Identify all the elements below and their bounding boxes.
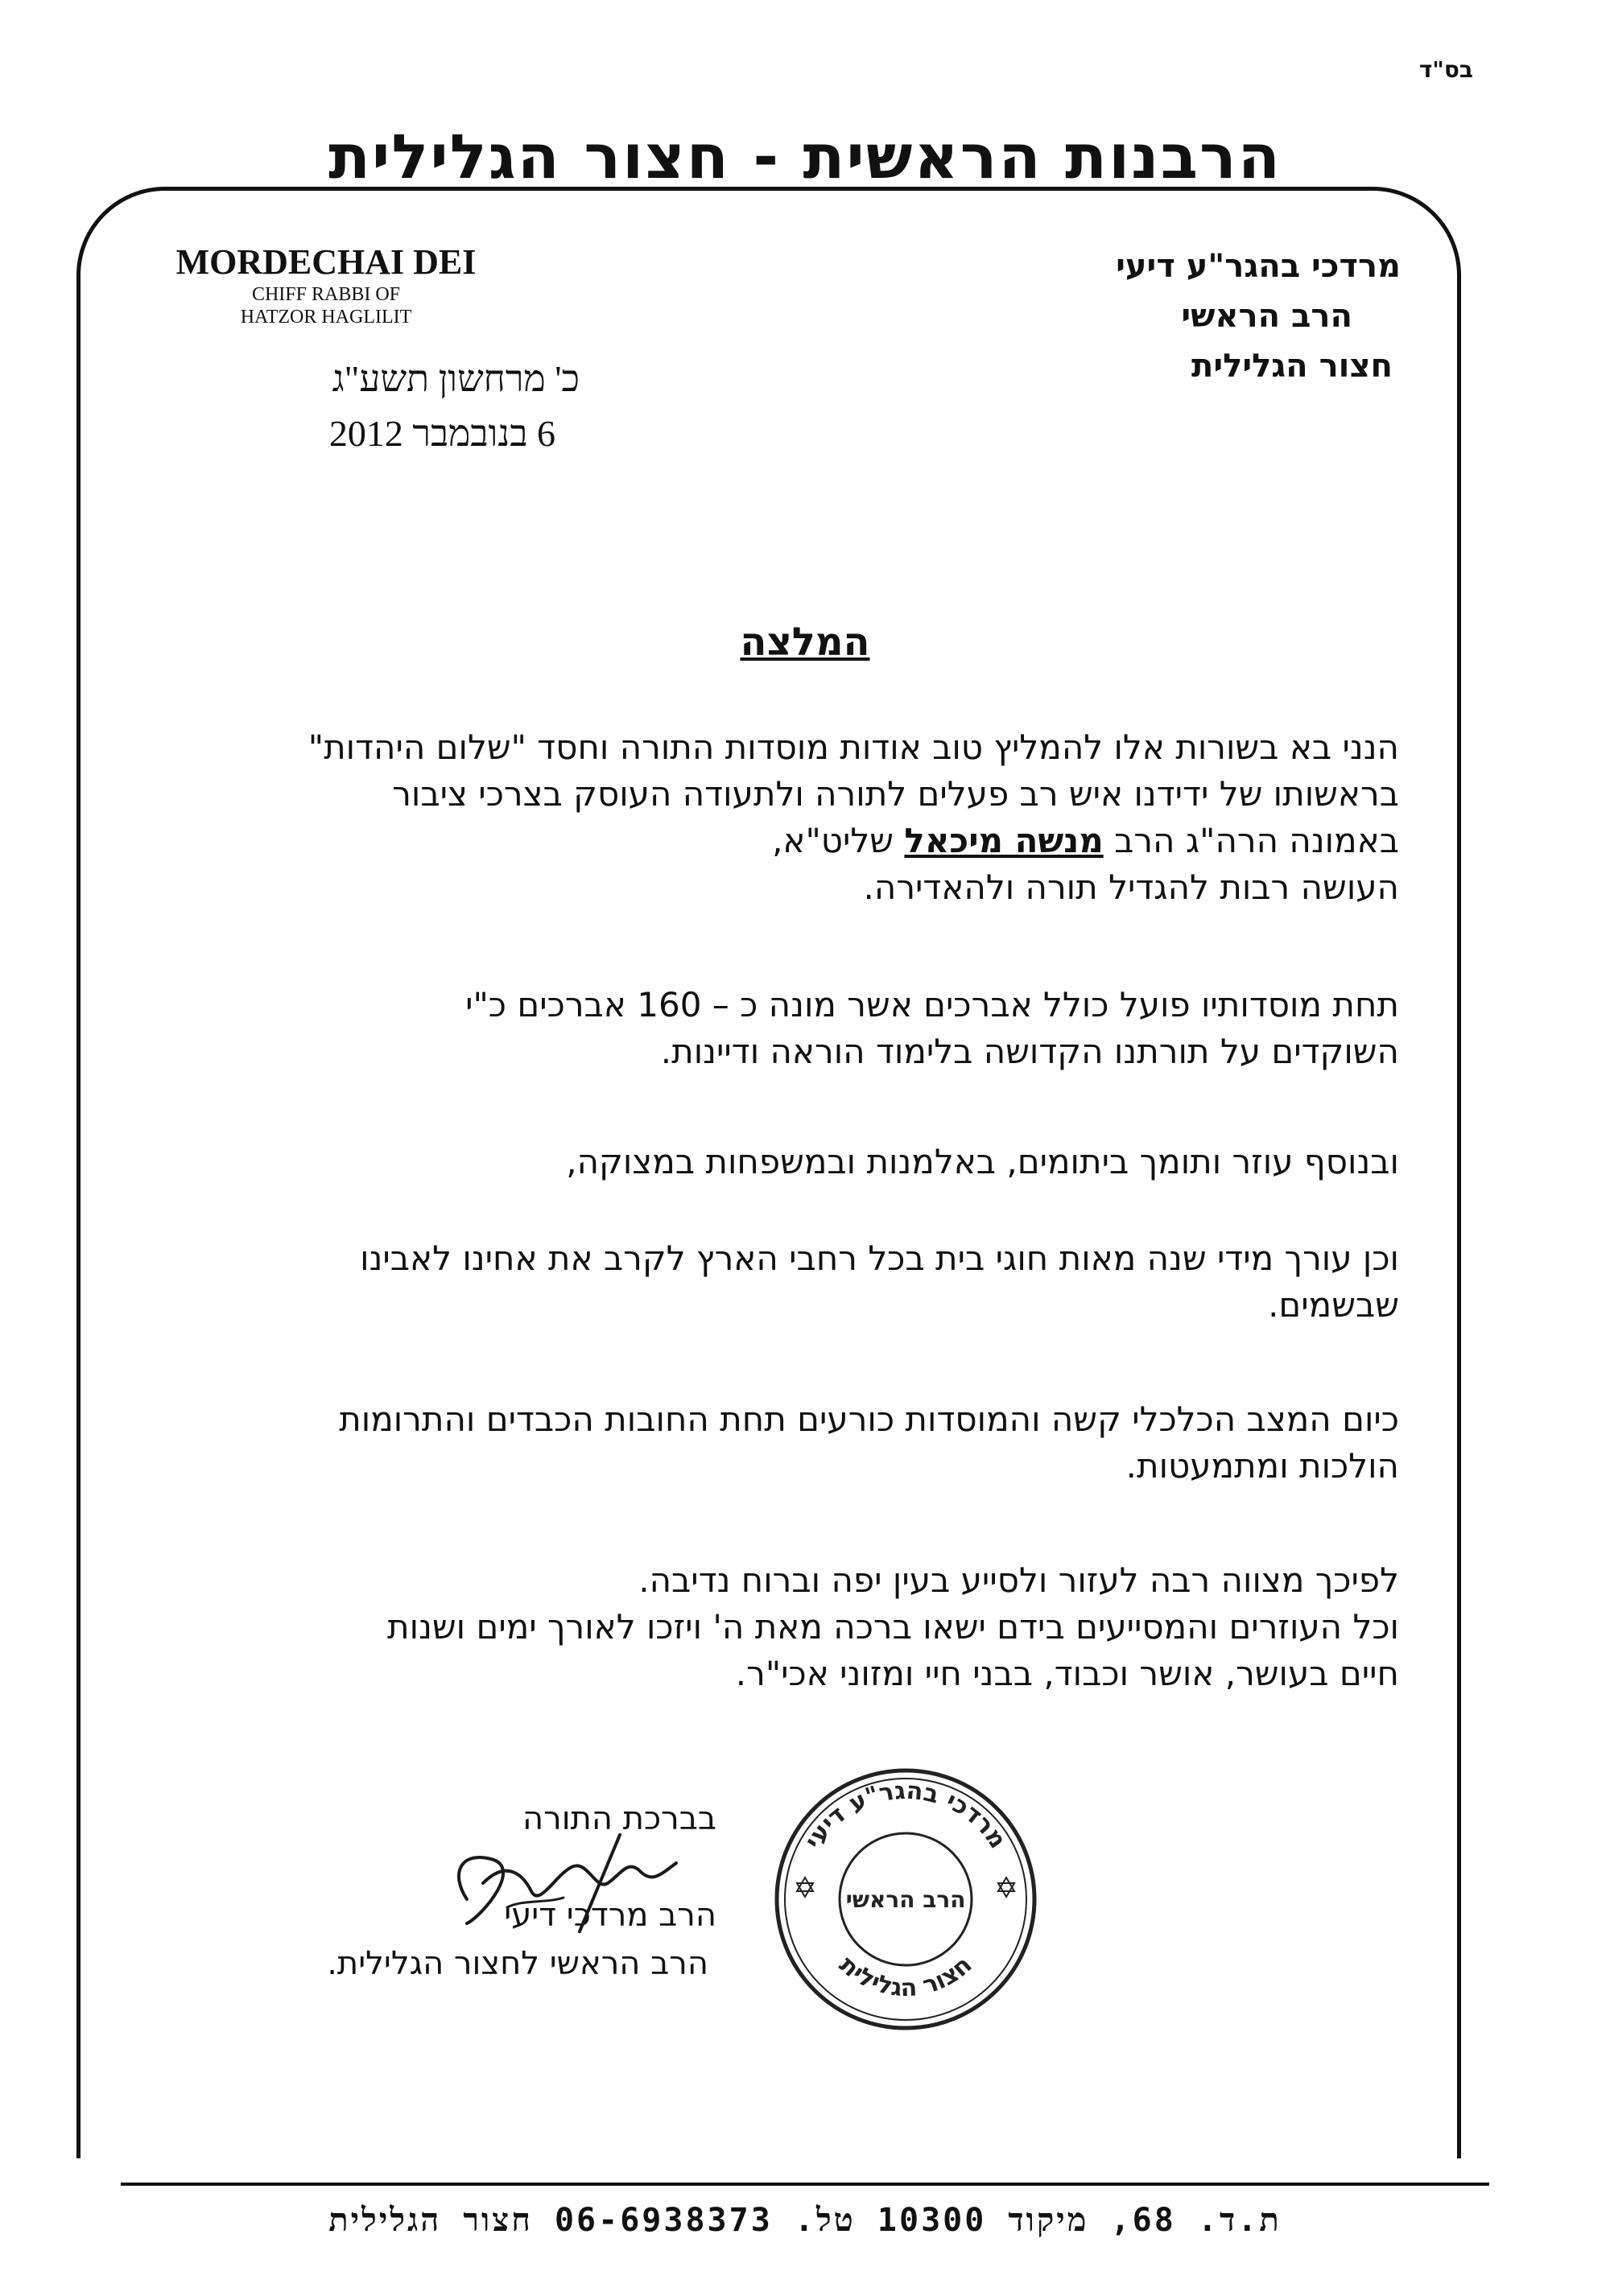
- paragraph-line: וכן עורך מידי שנה מאות חוגי בית בכל רחבי הארץ לקרב את אחינו לאבינו: [360, 1239, 1399, 1278]
- paragraph-line: [175, 818, 1399, 864]
- hebrew-name: מרדכי בהגר"ע דיעי: [1116, 248, 1401, 285]
- paragraph-line: הנני בא בשורות אלו להמליץ טוב אודות מוסדות התורה וחסד "שלום היהדות": [308, 728, 1399, 767]
- stamp-ring-text: מרדכי בהגר"ע דיעי: [799, 1776, 1012, 1854]
- paragraph-6: [175, 1557, 1399, 1697]
- hebrew-letterhead: [950, 241, 1401, 391]
- rabbi-name-highlight: מנשה מיכאל: [904, 821, 1104, 860]
- english-letterhead: [153, 241, 499, 328]
- english-title: CHIFF RABBI OF: [251, 284, 401, 305]
- paragraph-line: לפיכך מצווה רבה לעזור ולסייע בעין יפה וברוח נדיבה.: [638, 1560, 1399, 1600]
- paragraph-4: [175, 1235, 1399, 1329]
- paragraph-3: [175, 1139, 1399, 1185]
- paragraph-text-segment: באמונה הרה"ג הרב: [1103, 821, 1399, 860]
- paragraph-line: השוקדים על תורתנו הקדושה בלימוד הוראה ודיינות.: [660, 1032, 1399, 1071]
- english-name: MORDECHAI DEI: [175, 242, 477, 282]
- corner-mark-bsd: בס"ד: [1418, 56, 1473, 83]
- svg-text:חצור הגלילית: [834, 1951, 978, 2002]
- closing-blessing: בברכת התורה: [522, 1800, 716, 1837]
- paragraph-line: הולכות ומתמעטות.: [1125, 1446, 1399, 1486]
- hebrew-title: הרב הראשי: [1181, 298, 1352, 335]
- closing-title: הרב הראשי לחצור הגלילית.: [327, 1945, 708, 1982]
- footer-contact-info: ת.ד. 68, מיקוד 10300 טל. 06-6938373 חצור הגלילית: [328, 2202, 1282, 2239]
- paragraph-line: תחת מוסדותיו פועל כולל אברכים אשר מונה כ – 160 אברכים כ"י: [465, 985, 1399, 1024]
- paragraph-line: העושה רבות להגדיל תורה ולהאדירה.: [863, 868, 1399, 907]
- paragraph-line-segment: בראשותו של ידידנו איש רב פעלים לתורה ולתעודה העוסק בצרכי ציבור: [392, 774, 1399, 814]
- official-stamp-icon: [769, 1762, 1042, 2036]
- stamp-center-text: הרב הראשי: [845, 1886, 966, 1913]
- letterhead-title: הרבנות הראשית - חצור הגלילית: [328, 121, 1282, 192]
- handwritten-signature-icon: [435, 1827, 692, 1939]
- hebrew-city: חצור הגלילית: [1191, 348, 1393, 385]
- closing-name: הרב מרדכי דיעי: [504, 1897, 716, 1934]
- date-block: [242, 352, 580, 462]
- date-gregorian: 6 בנובמבר 2012: [328, 413, 555, 454]
- paragraph-text-segment: שליט"א,: [772, 821, 905, 860]
- paragraph-2: [175, 982, 1399, 1075]
- paragraph-5: [175, 1396, 1399, 1490]
- footer-divider: [121, 2183, 1489, 2186]
- paragraph-line: ובנוסף עוזר ותומך ביתומים, באלמנות ובמשפחות במצוקה,: [566, 1142, 1399, 1181]
- date-hebrew: כ' מרחשון תשע"ג: [332, 358, 580, 399]
- svg-text:מרדכי בהגר"ע דיעי: [799, 1777, 1012, 1854]
- paragraph-1: [175, 724, 1399, 911]
- paragraph-line: כיום המצב הכלכלי קשה והמוסדות כורעים תחת החובות הכבדים והתרומות: [339, 1399, 1399, 1439]
- paragraph-line: [175, 771, 1399, 818]
- document-heading: המלצה: [740, 620, 870, 665]
- stamp-bottom-text: חצור הגלילית: [833, 1950, 978, 2003]
- paragraph-line: חיים בעושר, אושר וכבוד, בבני חיי ומזוני אכי"ר.: [735, 1654, 1399, 1693]
- paragraph-line: שבשמים.: [1268, 1285, 1399, 1325]
- paragraph-line: וכל העוזרים והמסייעים בידם ישאו ברכה מאת ה' ויזכו לאורך ימים ושנות: [387, 1607, 1399, 1647]
- english-city: HATZOR HAGLILIT: [240, 307, 412, 328]
